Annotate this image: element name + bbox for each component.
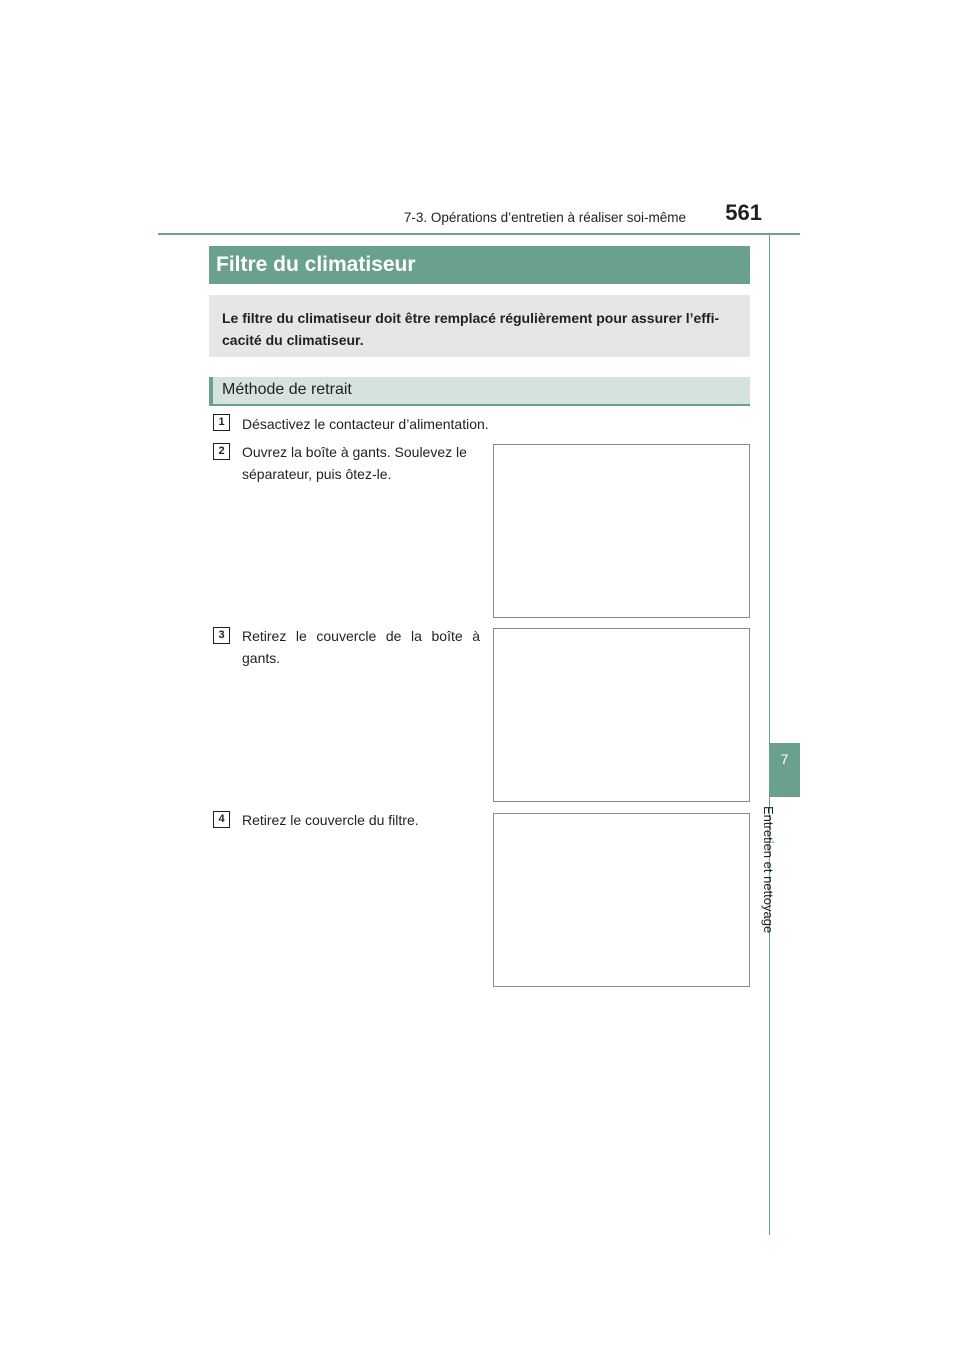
step-1-text: Désactivez le contacteur d’alimentation. bbox=[242, 416, 489, 432]
step-1-number: 1 bbox=[213, 414, 230, 431]
step-4-text: Retirez le couvercle du filtre. bbox=[242, 812, 419, 828]
section-banner bbox=[209, 246, 750, 284]
intro-text: Le filtre du climatiseur doit être remplacé régulièrement pour assurer l’effi-cacité du climatiseur. bbox=[222, 310, 720, 348]
step-3-number: 3 bbox=[213, 627, 230, 644]
header-rule bbox=[158, 233, 800, 235]
section-title: Filtre du climatiseur bbox=[216, 253, 416, 276]
subsection-bar bbox=[209, 377, 750, 406]
step-3-text: Retirez le couvercle de la boîte à gants. bbox=[242, 628, 480, 666]
step-2-text: Ouvrez la boîte à gants. Soulevez le séparateur, puis ôtez-le. bbox=[242, 444, 467, 482]
chapter-number: 7 bbox=[780, 751, 789, 767]
side-rule bbox=[769, 235, 770, 1235]
page-number: 561 bbox=[725, 200, 762, 225]
header-section: 7-3. Opérations d’entretien à réaliser soi-même bbox=[403, 210, 686, 225]
subsection-title: Méthode de retrait bbox=[222, 381, 352, 398]
step-2-illustration bbox=[493, 444, 750, 618]
step-3-illustration bbox=[493, 628, 750, 802]
chapter-title: Entretien et nettoyage bbox=[761, 806, 776, 934]
intro-box bbox=[209, 295, 750, 357]
subsection-accent bbox=[209, 377, 213, 404]
step-4-number: 4 bbox=[213, 811, 230, 828]
step-2-number: 2 bbox=[213, 443, 230, 460]
chapter-label bbox=[761, 806, 794, 956]
step-4-illustration bbox=[493, 813, 750, 987]
